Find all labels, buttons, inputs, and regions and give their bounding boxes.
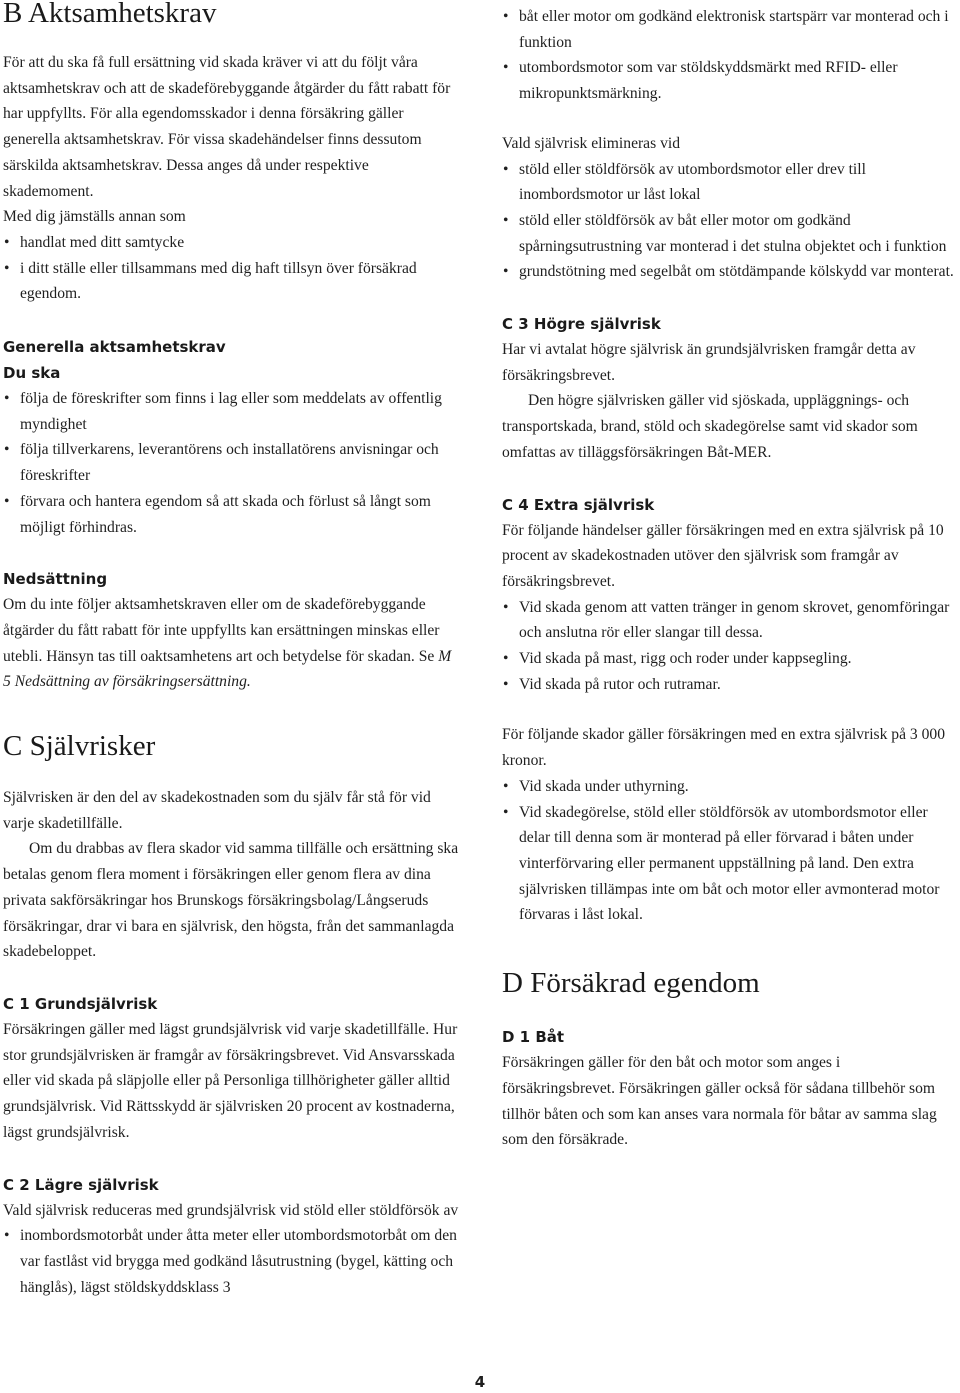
list-item: • stöld eller stöldförsök av båt eller motor om godkänd spårningsutrustning var monterad i det stulna objektet och i funktion: [502, 208, 957, 259]
list-item: • följa tillverkarens, leverantörens och installatörens anvisningar och föreskrifter: [3, 437, 461, 488]
reduction-body: Om du inte följer aktsamhetskraven eller om de skadeförebyggande åtgärder du fått rabatt för inte uppfyllts kan ersättningen minskas eller utebli. Hänsyn tas till oaktsamhetens art och betydelse för skadan. Se: [3, 596, 440, 665]
list-item: • handlat med ditt samtycke: [3, 230, 461, 256]
section-c-p1: Självrisken är den del av skadekostnaden som du själv får stå för vid varje skadetillfälle.: [3, 789, 431, 832]
reduction-text: [3, 592, 461, 695]
section-c-title: C Självrisker: [3, 730, 156, 763]
c1-heading: C 1 Grundsjälvrisk: [3, 994, 158, 1013]
list-item: • Vid skada genom att vatten tränger in genom skrovet, genomföringar och anslutna rör eller slangar till dessa.: [502, 595, 957, 646]
right-column: [502, 0, 957, 1153]
eliminated-intro: Vald självrisk elimineras vid: [502, 134, 680, 152]
list-item: • förvara och hantera egendom så att skada och förlust så långt som möjligt förhindras.: [3, 489, 461, 540]
list-item: • Vid skada under uthyrning.: [502, 774, 957, 800]
list-item: • stöld eller stöldförsök av utombordsmotor eller drev till inombordsmotor ur låst lokal: [502, 157, 957, 208]
reduction-heading: Nedsättning: [3, 570, 108, 589]
general-subheading: Du ska: [3, 364, 61, 383]
c4-heading: C 4 Extra självrisk: [502, 495, 655, 514]
section-b-title: B Aktsamhetskrav: [3, 0, 217, 29]
list-item: • grundstötning med segelbåt om stötdämpande kölskydd var monterat.: [502, 259, 957, 285]
c1-text: Försäkringen gäller med lägst grundsjälvrisk vid varje skadetillfälle. Hur stor grundsjälvrisken är framgår av försäkringsbrevet. Vid Ansvarsskada eller vid skada på släpjolle eller på Personliga tillhörigheter gäller alltid grundsjälvrisk. Vid Rättsskydd är självrisken 20 procent av kostnaderna, lägst grundsjälvrisk.: [3, 1020, 458, 1141]
c2-heading: C 2 Lägre självrisk: [3, 1175, 159, 1194]
list-item: • inombordsmotorbåt under åtta meter eller utombordsmotorbåt om den var fastlåst vid brygga med godkänd låsutrustning (bygel, kätting och hänglås), lägst stöldskyddsklass 3: [3, 1223, 461, 1300]
list-item: • följa de föreskrifter som finns i lag eller som meddelats av offentlig myndighet: [3, 386, 461, 437]
c4-list-2: [502, 774, 957, 928]
c2-text: Vald självrisk reduceras med grundsjälvrisk vid stöld eller stöldförsök av: [3, 1201, 459, 1219]
c4-p2: För följande skador gäller försäkringen med en extra självrisk på 3 000 kronor.: [502, 726, 945, 770]
list-item: • i ditt ställe eller tillsammans med dig haft tillsyn över försäkrad egendom.: [3, 256, 461, 307]
general-list: [3, 386, 461, 540]
list-item: • Vid skada på rutor och rutramar.: [502, 672, 957, 698]
c2-list-right: [502, 4, 957, 107]
page-number: 4: [474, 1373, 486, 1391]
section-b-intro: För att du ska få full ersättning vid skada kräver vi att du följt våra aktsamhetskrav och att de skadeförebyggande åtgärder du fått rabatt för har uppfyllts. För alla egendomsskador i denna försäkring gäller generella aktsamhetskrav. För vissa skadehändelser finns dessutom särskilda aktsamhetskrav. Dessa anges då under respektive skademoment.: [3, 54, 451, 200]
c3-p2: Den högre självrisken gäller vid sjöskada, uppläggnings- och transportskada, brand, stöld och skadegörelse samt vid skador som omfattas av tilläggsförsäkringen Båt-MER.: [502, 392, 918, 461]
list-item: • utombordsmotor som var stöldskyddsmärkt med RFID- eller mikropunktsmärkning.: [502, 55, 957, 106]
eliminated-list: [502, 157, 957, 286]
c2-list-left: [3, 1223, 461, 1300]
general-heading: Generella aktsamhetskrav: [3, 338, 226, 357]
reduction-ref[interactable]: M 5 Nedsättning av försäkringsersättning.: [3, 647, 452, 691]
list-item: • Vid skada på mast, rigg och roder under kappsegling.: [502, 646, 957, 672]
left-column: [3, 0, 461, 1300]
d1-text: Försäkringen gäller för den båt och motor som anges i försäkringsbrevet. Försäkringen gäller också för sådana tillbehör som tillhör båten och som kan anses vara normala för båtar av samma slag som den försäkrade.: [502, 1054, 937, 1149]
c3-heading: C 3 Högre självrisk: [502, 315, 661, 334]
d1-heading: D 1 Båt: [502, 1028, 565, 1047]
equal-list: [3, 230, 461, 307]
list-item: • båt eller motor om godkänd elektronisk startspärr var monterad och i funktion: [502, 4, 957, 55]
c4-p1: För följande händelser gäller försäkringen med en extra självrisk på 10 procent av skadekostnaden utöver den självrisk som framgår av försäkringsbrevet.: [502, 521, 944, 590]
c3-p1: Har vi avtalat högre självrisk än grundsjälvrisken framgår detta av försäkringsbrevet.: [502, 341, 916, 384]
section-d-title: D Försäkrad egendom: [502, 967, 760, 1000]
section-c-p2: Om du drabbas av flera skador vid samma tillfälle och ersättning ska betalas genom flera moment i försäkringen eller genom flera av dina privata sakförsäkringar hos Brunskogs försäkringsbolag/Långseruds försäkringar, drar vi bara en självrisk, den högsta, från det sammanlagda skadebeloppet.: [3, 840, 459, 961]
c4-list-1: [502, 595, 957, 698]
equal-intro: Med dig jämställs annan som: [3, 208, 186, 226]
list-item: • Vid skadegörelse, stöld eller stöldförsök av utombordsmotor eller delar till denna som är monterad på eller förvarad i båten under vinterförvaring eller permanent uppställning på land. Den extra självrisken tillämpas inte om båt och motor eller avmonterad motor förvaras i låst lokal.: [502, 800, 957, 929]
